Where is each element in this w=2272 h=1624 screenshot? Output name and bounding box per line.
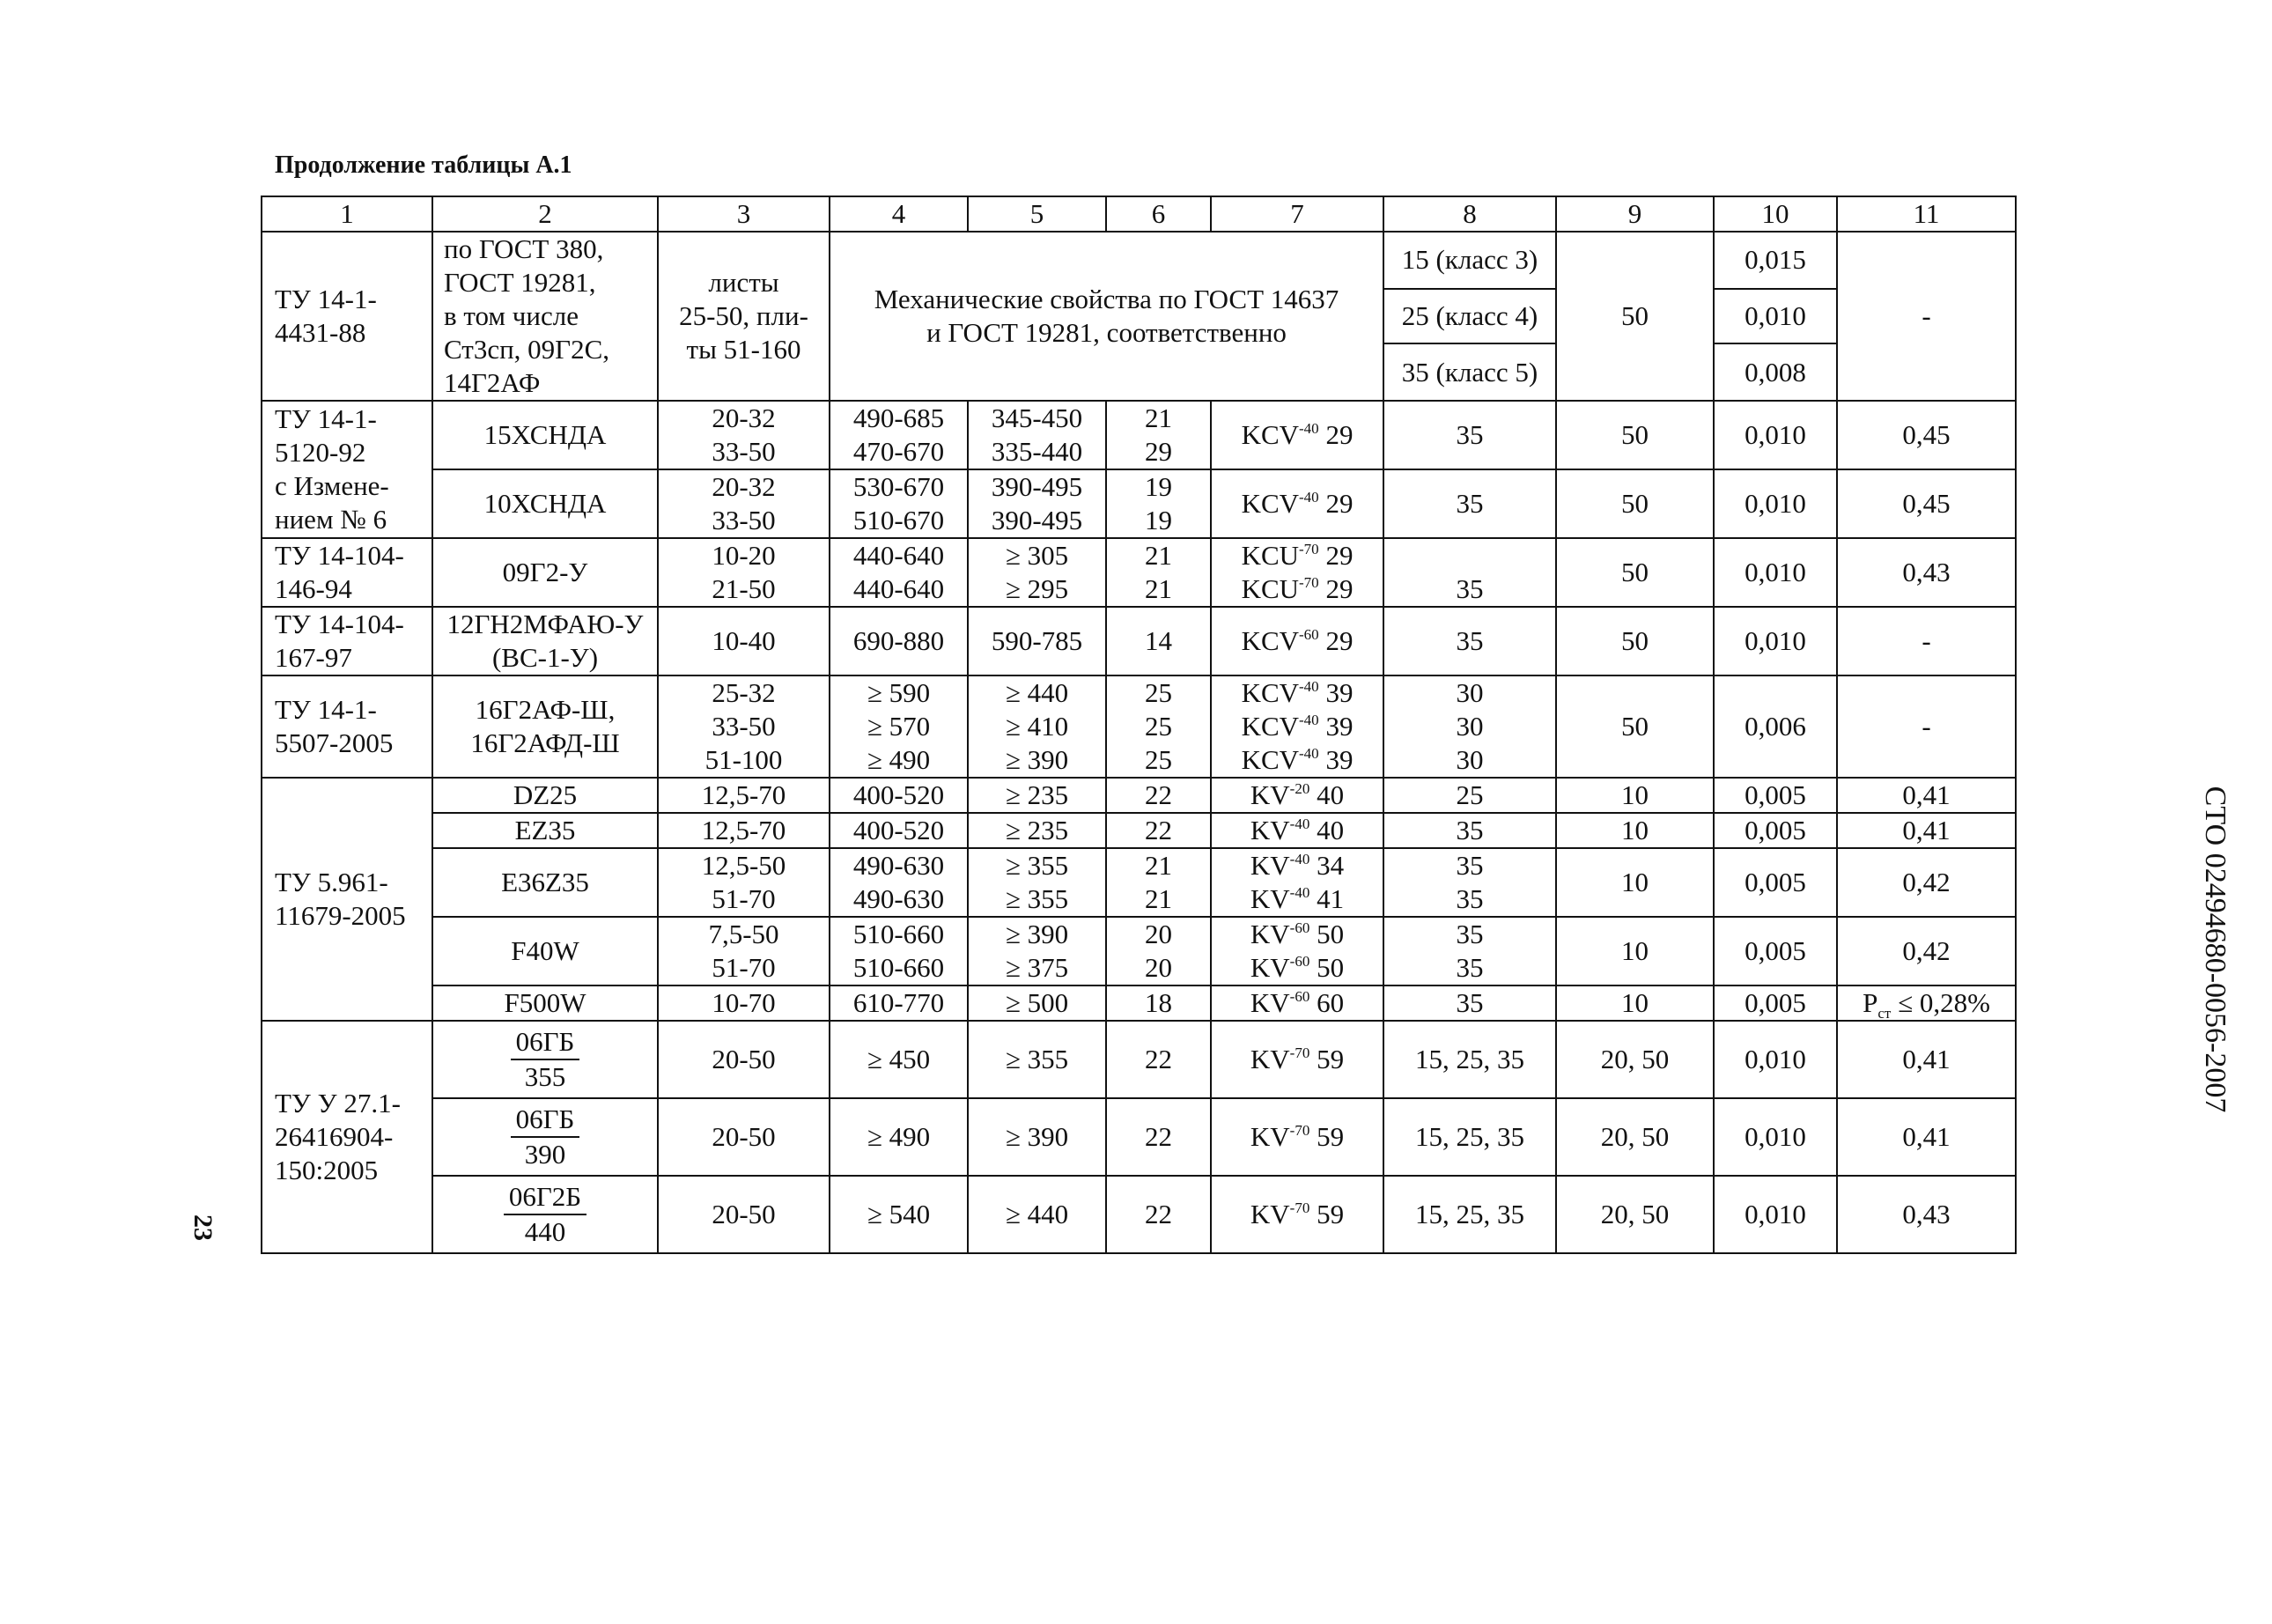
value-cell: 20, 50 xyxy=(1556,1098,1714,1176)
table-row xyxy=(262,1021,2016,1098)
header-cell: 3 xyxy=(658,196,830,232)
value-cell: 0,010 xyxy=(1714,538,1837,607)
grade-cell: 12ГН2МФАЮ-У (ВС-1-У) xyxy=(432,607,658,675)
value-cell: 50 xyxy=(1556,401,1714,469)
value-cell: 0,005 xyxy=(1714,813,1837,848)
value-cell: 35 xyxy=(1383,607,1556,675)
value-cell: 22 xyxy=(1106,1021,1211,1098)
value-cell: 0,010 xyxy=(1714,1098,1837,1176)
spec-cell: ТУ 14-1- 5120-92 с Измене- нием № 6 xyxy=(262,401,432,538)
value-cell: 10-20 21-50 xyxy=(658,538,830,607)
value-cell: 0,015 xyxy=(1714,232,1837,289)
value-cell: 15, 25, 35 xyxy=(1383,1021,1556,1098)
impact-cell: $KV^{-40}$ 40 xyxy=(1211,813,1383,848)
value-cell: 35 xyxy=(1383,401,1556,469)
value-cell: 390-495 390-495 xyxy=(968,469,1106,538)
grade-cell: F500W xyxy=(432,985,658,1021)
table-row xyxy=(262,538,2016,607)
value-cell: ≥ 490 xyxy=(830,1098,968,1176)
grade-cell: E36Z35 xyxy=(432,848,658,917)
header-cell: 5 xyxy=(968,196,1106,232)
value-cell: 15, 25, 35 xyxy=(1383,1098,1556,1176)
value-cell: 400-520 xyxy=(830,778,968,813)
value-cell: 22 xyxy=(1106,778,1211,813)
impact-cell: $KV^{-70}$ 59 xyxy=(1211,1021,1383,1098)
value-cell: 0,010 xyxy=(1714,1021,1837,1098)
pcm-cell: $P_{ст} \le 0,28\%$ xyxy=(1837,985,2016,1021)
value-cell: 0,006 xyxy=(1714,675,1837,778)
value-cell: 50 xyxy=(1556,538,1714,607)
value-cell: ≥ 305 ≥ 295 xyxy=(968,538,1106,607)
header-cell: 1 xyxy=(262,196,432,232)
value-cell: 690-880 xyxy=(830,607,968,675)
value-cell: 0,45 xyxy=(1837,401,2016,469)
value-cell: 490-630 490-630 xyxy=(830,848,968,917)
value-cell: 0,005 xyxy=(1714,848,1837,917)
table-caption: Продолжение таблицы А.1 xyxy=(275,151,572,179)
value-cell: 20 20 xyxy=(1106,917,1211,985)
value-cell: - xyxy=(1837,675,2016,778)
value-cell: 345-450 335-440 xyxy=(968,401,1106,469)
spec-cell: ТУ 14-1- 5507-2005 xyxy=(262,675,432,778)
table-row xyxy=(262,1098,2016,1176)
table-row xyxy=(262,469,2016,538)
grade-cell: DZ25 xyxy=(432,778,658,813)
value-cell: 590-785 xyxy=(968,607,1106,675)
value-cell: 10 xyxy=(1556,778,1714,813)
value-cell: 12,5-70 xyxy=(658,778,830,813)
spec-cell: ТУ У 27.1- 26416904- 150:2005 xyxy=(262,1021,432,1253)
grade-cell: 06Г2Б 440 xyxy=(432,1176,658,1253)
value-cell: ≥ 355 xyxy=(968,1021,1106,1098)
value-cell: 440-640 440-640 xyxy=(830,538,968,607)
header-cell: 9 xyxy=(1556,196,1714,232)
value-cell: 20-50 xyxy=(658,1098,830,1176)
value-cell: ≥ 450 xyxy=(830,1021,968,1098)
value-cell: 0,010 xyxy=(1714,401,1837,469)
value-cell: 30 30 30 xyxy=(1383,675,1556,778)
value-cell: 50 xyxy=(1556,469,1714,538)
value-cell: 0,41 xyxy=(1837,1098,2016,1176)
value-cell: 21 29 xyxy=(1106,401,1211,469)
value-cell: 35 35 xyxy=(1383,917,1556,985)
value-cell: 0,45 xyxy=(1837,469,2016,538)
value-cell: 21 21 xyxy=(1106,538,1211,607)
value-cell: ≥ 355 ≥ 355 xyxy=(968,848,1106,917)
table-row xyxy=(262,1176,2016,1253)
impact-cell: $KV^{-60}$ 50 $KV^{-60}$ 50 xyxy=(1211,917,1383,985)
header-row xyxy=(262,196,2016,232)
class-cell: 35 (класс 5) xyxy=(1383,343,1556,401)
spec-cell: ТУ 14-1- 4431-88 xyxy=(262,232,432,401)
table-row xyxy=(262,778,2016,813)
value-cell: 0,41 xyxy=(1837,778,2016,813)
grade-cell: 10ХСНДА xyxy=(432,469,658,538)
value-cell: 0,005 xyxy=(1714,985,1837,1021)
value-cell: 22 xyxy=(1106,1098,1211,1176)
table-row xyxy=(262,985,2016,1021)
table-row xyxy=(262,848,2016,917)
value-cell: 0,010 xyxy=(1714,469,1837,538)
table-row xyxy=(262,675,2016,778)
grade-cell: 06ГБ 390 xyxy=(432,1098,658,1176)
value-cell: 12,5-50 51-70 xyxy=(658,848,830,917)
impact-cell: $KV^{-70}$ 59 xyxy=(1211,1098,1383,1176)
value-cell: 21 21 xyxy=(1106,848,1211,917)
table-row xyxy=(262,813,2016,848)
value-cell: 0,42 xyxy=(1837,917,2016,985)
value-cell: ≥ 590 ≥ 570 ≥ 490 xyxy=(830,675,968,778)
value-cell: 10-70 xyxy=(658,985,830,1021)
value-cell: ≥ 235 xyxy=(968,813,1106,848)
value-cell: 0,010 xyxy=(1714,289,1837,344)
value-cell: - xyxy=(1837,607,2016,675)
value-cell: ≥ 440 xyxy=(968,1176,1106,1253)
value-cell: 0,010 xyxy=(1714,607,1837,675)
value-cell: 400-520 xyxy=(830,813,968,848)
value-cell: 12,5-70 xyxy=(658,813,830,848)
value-cell: ≥ 540 xyxy=(830,1176,968,1253)
table-row xyxy=(262,917,2016,985)
spec-cell: ТУ 14-104- 167-97 xyxy=(262,607,432,675)
thickness-cell: листы 25-50, пли- ты 51-160 xyxy=(658,232,830,401)
grade-cell: EZ35 xyxy=(432,813,658,848)
impact-cell: $KCU^{-70}$ 29 $KCU^{-70}$ 29 xyxy=(1211,538,1383,607)
value-cell: 14 xyxy=(1106,607,1211,675)
value-cell: 10 xyxy=(1556,813,1714,848)
value-cell: 530-670 510-670 xyxy=(830,469,968,538)
header-cell: 4 xyxy=(830,196,968,232)
grade-cell: F40W xyxy=(432,917,658,985)
table-row xyxy=(262,232,2016,289)
value-cell: 19 19 xyxy=(1106,469,1211,538)
value-cell: 20-50 xyxy=(658,1021,830,1098)
value-cell: 50 xyxy=(1556,607,1714,675)
value-cell: 0,005 xyxy=(1714,778,1837,813)
impact-cell: $KV^{-20}$ 40 xyxy=(1211,778,1383,813)
value-cell: 20-32 33-50 xyxy=(658,469,830,538)
header-cell: 10 xyxy=(1714,196,1837,232)
header-cell: 2 xyxy=(432,196,658,232)
impact-cell: $KV^{-70}$ 59 xyxy=(1211,1176,1383,1253)
value-cell: 25 25 25 xyxy=(1106,675,1211,778)
steel-properties-table xyxy=(261,196,2017,1254)
value-cell: 20, 50 xyxy=(1556,1176,1714,1253)
header-cell: 8 xyxy=(1383,196,1556,232)
value-cell: 35 35 xyxy=(1383,848,1556,917)
spec-cell: ТУ 14-104- 146-94 xyxy=(262,538,432,607)
value-cell: 18 xyxy=(1106,985,1211,1021)
page-number: 23 xyxy=(188,1214,218,1241)
grade-cell: 16Г2АФ-Ш, 16Г2АФД-Ш xyxy=(432,675,658,778)
value-cell: 22 xyxy=(1106,1176,1211,1253)
grade-cell: 15ХСНДА xyxy=(432,401,658,469)
value-cell: 35 xyxy=(1383,813,1556,848)
value-cell: 10-40 xyxy=(658,607,830,675)
value-cell: 25 xyxy=(1383,778,1556,813)
value-cell: 22 xyxy=(1106,813,1211,848)
table-row xyxy=(262,401,2016,469)
impact-cell: $KCV^{-60}$ 29 xyxy=(1211,607,1383,675)
impact-cell: $KV^{-40}$ 34 $KV^{-40}$ 41 xyxy=(1211,848,1383,917)
value-cell: 0,008 xyxy=(1714,343,1837,401)
table-row xyxy=(262,607,2016,675)
value-cell: 0,43 xyxy=(1837,1176,2016,1253)
mechanical-note: Механические свойства по ГОСТ 14637 и ГОСТ 19281, соответственно xyxy=(830,232,1383,401)
value-cell: 50 xyxy=(1556,675,1714,778)
header-cell: 7 xyxy=(1211,196,1383,232)
value-cell: 20-32 33-50 xyxy=(658,401,830,469)
grade-cell: 09Г2-У xyxy=(432,538,658,607)
value-cell: - xyxy=(1837,232,2016,401)
value-cell: 10 xyxy=(1556,917,1714,985)
value-cell: 10 xyxy=(1556,848,1714,917)
value-cell: 50 xyxy=(1556,232,1714,401)
impact-cell: $KCV^{-40}$ 29 xyxy=(1211,401,1383,469)
value-cell: ≥ 440 ≥ 410 ≥ 390 xyxy=(968,675,1106,778)
impact-cell: $KCV^{-40}$ 39 $KCV^{-40}$ 39 $KCV^{-40}$ 39 xyxy=(1211,675,1383,778)
value-cell: 490-685 470-670 xyxy=(830,401,968,469)
value-cell: 0,43 xyxy=(1837,538,2016,607)
value-cell: ≥ 500 xyxy=(968,985,1106,1021)
value-cell: 15, 25, 35 xyxy=(1383,1176,1556,1253)
value-cell: 35 xyxy=(1383,469,1556,538)
grade-cell: 06ГБ 355 xyxy=(432,1021,658,1098)
value-cell: 0,41 xyxy=(1837,1021,2016,1098)
header-cell: 11 xyxy=(1837,196,2016,232)
document-code: СТО 02494680-0056-2007 xyxy=(2199,786,2231,1113)
class-cell: 15 (класс 3) xyxy=(1383,232,1556,289)
value-cell: 510-660 510-660 xyxy=(830,917,968,985)
value-cell: 20, 50 xyxy=(1556,1021,1714,1098)
value-cell: 0,005 xyxy=(1714,917,1837,985)
value-cell: 7,5-50 51-70 xyxy=(658,917,830,985)
grade-cell: по ГОСТ 380, ГОСТ 19281, в том числе Ст3сп, 09Г2С, 14Г2АФ xyxy=(432,232,658,401)
value-cell: 35 xyxy=(1383,538,1556,607)
value-cell: 20-50 xyxy=(658,1176,830,1253)
value-cell: 610-770 xyxy=(830,985,968,1021)
value-cell: 35 xyxy=(1383,985,1556,1021)
value-cell: 0,42 xyxy=(1837,848,2016,917)
class-cell: 25 (класс 4) xyxy=(1383,289,1556,344)
value-cell: ≥ 390 xyxy=(968,1098,1106,1176)
value-cell: 0,41 xyxy=(1837,813,2016,848)
value-cell: 25-32 33-50 51-100 xyxy=(658,675,830,778)
value-cell: 0,010 xyxy=(1714,1176,1837,1253)
impact-cell: $KCV^{-40}$ 29 xyxy=(1211,469,1383,538)
impact-cell: $KV^{-60}$ 60 xyxy=(1211,985,1383,1021)
value-cell: ≥ 235 xyxy=(968,778,1106,813)
value-cell: ≥ 390 ≥ 375 xyxy=(968,917,1106,985)
spec-cell: ТУ 5.961- 11679-2005 xyxy=(262,778,432,1021)
header-cell: 6 xyxy=(1106,196,1211,232)
value-cell: 10 xyxy=(1556,985,1714,1021)
